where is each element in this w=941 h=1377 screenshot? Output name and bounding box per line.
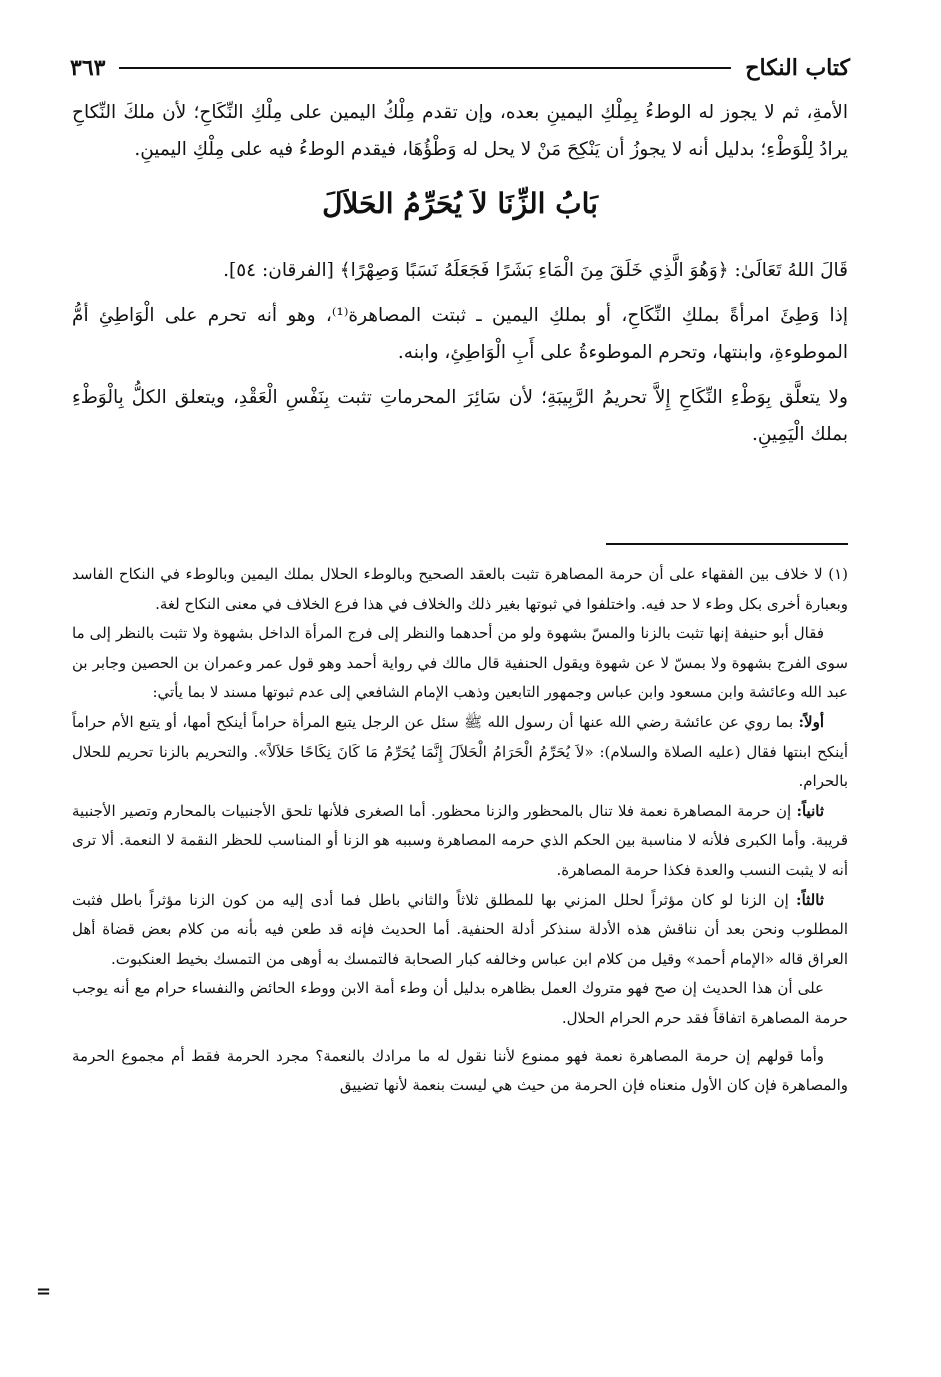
continuation-mark: = bbox=[36, 1281, 52, 1302]
footnote-separator bbox=[606, 543, 848, 545]
footnote-paragraph: فقال أبو حنيفة إنها تثبت بالزنا والمسّ بشهوة ولو من أحدهما والنظر إلى فرج المرأة الداخل بشهوة ولا تثبت بالنظر إلى ما سوى الفرج بشهوة ولا بمسّ لا عن شهوة ويقول الحنفية قال مالك في رواية أحمد وهو قول عمر وعمران بن الحصين وجابر بن عبد الله وعائشة وابن مسعود وابن عباس وجمهور التابعين وذهب الإمام الشافعي إلى عدم ثبوتها مسند لا بما يأتي: bbox=[72, 624, 848, 702]
main-text bbox=[72, 94, 848, 453]
point-label: ثانياً: bbox=[796, 801, 824, 820]
paragraph: الأمةِ، ثم لا يجوز له الوطءُ بِمِلْكِ اليمينِ بعده، وإن تقدم مِلْكُ اليمين على مِلْكِ النِّكَاحِ؛ لأن ملكَ النِّكاحِ يرادُ لِلْوَطْءِ؛ بدليل أنه لا يجوزُ أن يَنْكِحَ مَنْ لا يحل له وَطْؤُهَا، فيقدم الوطءُ فيه على مِلْكِ اليمينِ. bbox=[72, 102, 848, 160]
footnote-paragraph bbox=[72, 886, 848, 975]
footnote-paragraph: وأما قولهم إن حرمة المصاهرة نعمة فهو ممنوع لأننا نقول له ما مرادك بالنعمة؟ مجرد الحرمة فقط أم مجموع الحرمة والمصاهرة فإن كان الأول منعناه فإن الحرمة من حيث هي ليست بنعمة لأنها تضييق bbox=[72, 1046, 848, 1095]
footnote-paragraph bbox=[72, 797, 848, 886]
paragraph: إذا وَطِئَ امرأةً بملكِ النِّكَاحِ، أو بملكِ اليمين ـ ثبتت المصاهرة⁽¹⁾، وهو أنه تحرم على الْوَاطِئِ أمُّ الموطوءةِ، وابنتها، وتحرم الموطوءةُ على أَبِ الْوَاطِئِ، وابنه. bbox=[72, 305, 848, 363]
running-title: كتاب النكاح bbox=[745, 55, 850, 81]
paragraph: ولا يتعلَّق بِوَطْءِ النِّكَاحِ إِلاَّ تحريمُ الرَّبِيبَةِ؛ لأن سَائِرَ المحرماتِ تثبت بِنَفْسِ الْعَقْدِ، ويتعلق الكلُّ بِالْوَطْءِ بملك الْيَمِينِ. bbox=[72, 387, 848, 445]
footnotes bbox=[72, 560, 848, 1101]
footnote-paragraph bbox=[72, 708, 848, 797]
point-label: ثالثاً: bbox=[796, 890, 824, 909]
point-text: بما روي عن عائشة رضي الله عنها أن رسول الله ﷺ سئل عن الرجل يتبع المرأة حراماً أينكح أمها، أو يتبع الأم حراماً أينكح ابنتها فقال (عليه الصلاة والسلام): «لاَ يُحَرِّمُ الْحَرَامُ الْحَلاَلَ إِنَّمَا يُحَرِّمُ مَا كَانَ نِكَاحًا حَلاَلاً». والتحريم بالزنا تحريم للحلال بالحرام. bbox=[72, 712, 848, 791]
point-text: إن حرمة المصاهرة نعمة فلا تنال بالمحظور والزنا محظور. أما الصغرى فلأنها تلحق الأجنبيات بالمحارم وتصير الأجنبية قريبة. وأما الكبرى فلأنه لا مناسبة بين الحكم الذي حرمه المصاهرة وسببه هو الزنا أو المناسب للحظر النقمة لا النعمة. ألا ترى أنه لا يثبت النسب والعدة فكذا حرمة المصاهرة. bbox=[72, 801, 848, 879]
chapter-title: بَابُ الزِّنَا لاَ يُحَرِّمُ الحَلاَلَ bbox=[322, 187, 598, 220]
footnote-1: (١) لا خلاف بين الفقهاء على أن حرمة المصاهرة تثبت بالعقد الصحيح وبالوطء الحلال بملك اليمين وبالوطء في النكاح الفاسد وبعبارة أخرى بكل وطء لا حد فيه. واختلفوا في ثبوتها بغير ذلك والخلاف في هذا فرع الخلاف في معنى النكاح لغة. bbox=[72, 565, 848, 613]
page-header bbox=[70, 50, 850, 86]
footnote-paragraph: على أن هذا الحديث إن صح فهو متروك العمل بظاهره بدليل أن وطء أمة الابن ووطء الحائض والنفساء حرام مع أنه يوجب حرمة المصاهرة اتفاقاً فقد حرم الحرام الحلال. bbox=[72, 979, 848, 1027]
point-text: إن الزنا لو كان مؤثراً لحلل المزني بها للمطلق ثلاثاً والثاني باطل فما أدى إليه من كون الزنا مؤثراً باطل فثبت المطلوب ونحن بعد أن نناقش هذه الأدلة سنذكر أدلة الحنفية. أما الحديث فإنه قد طعن فيه بأنه من كلام بعض قضاة أهل العراق قاله «الإمام أحمد» وقيل من كلام ابن عباس وخالفه كبار الصحابة فالتمسك به أوهى من التمسك بخيط العنكبوت. bbox=[72, 890, 848, 968]
point-label: أولاً: bbox=[798, 712, 824, 731]
quran-verse: قَالَ اللهُ تَعَالَىٰ: ﴿وَهُوَ الَّذِي خَلَقَ مِنَ الْمَاءِ بَشَرًا فَجَعَلَهُ نَسَبًا وَصِهْرًا﴾ [الفرقان: ٥٤]. bbox=[223, 260, 848, 281]
header-rule bbox=[119, 67, 731, 69]
page-number: ٣٦٣ bbox=[70, 55, 106, 81]
